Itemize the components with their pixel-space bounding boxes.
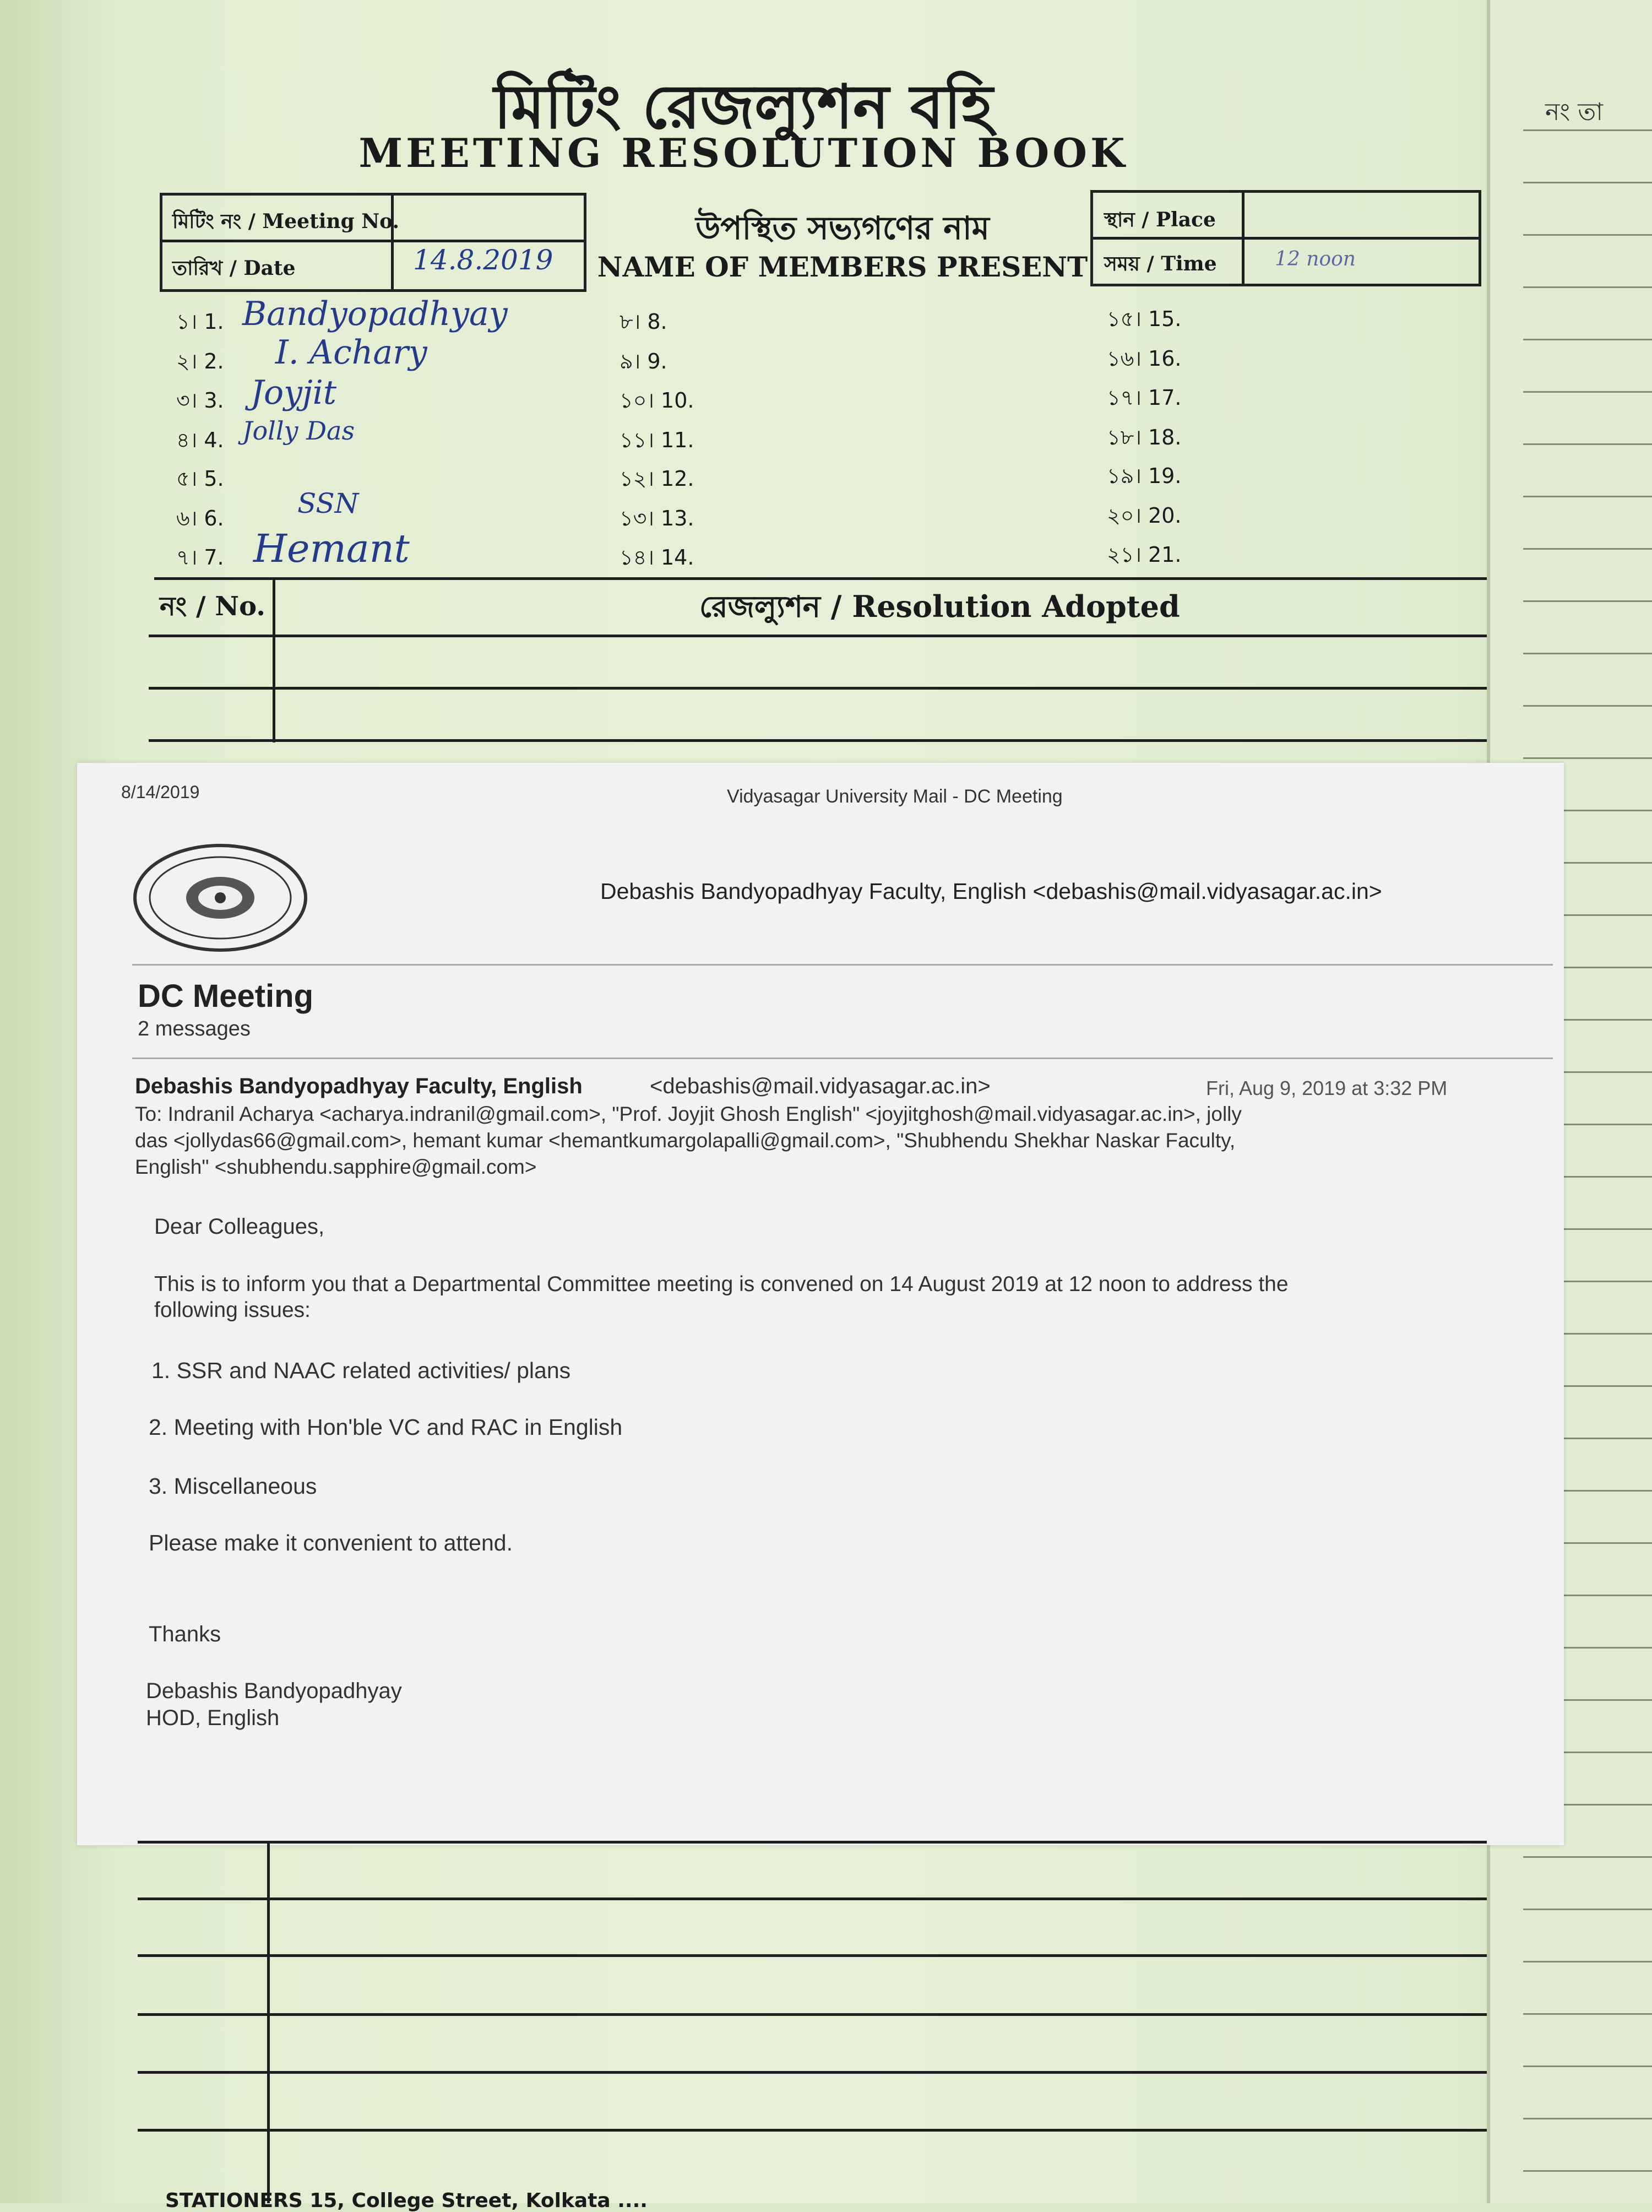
thanks: Thanks bbox=[149, 1622, 221, 1646]
facing-page-rule bbox=[1523, 1961, 1652, 1962]
member-number: ২১। 21. bbox=[1107, 543, 1182, 567]
member-number: ৪। 4. bbox=[176, 428, 224, 452]
place-time-box bbox=[1090, 190, 1481, 286]
member-number: ৬। 6. bbox=[176, 506, 224, 530]
book-title-bengali: মিটিং রেজল্যুশন বহি bbox=[493, 71, 993, 142]
sender-address: <debashis@mail.vidyasagar.ac.in> bbox=[650, 1074, 991, 1098]
facing-page-rule bbox=[1523, 600, 1652, 602]
member-number: ১৬। 16. bbox=[1107, 346, 1182, 371]
member-number: ১০। 10. bbox=[620, 388, 694, 413]
table-rule bbox=[138, 1897, 1487, 1900]
table-rule bbox=[138, 2129, 1487, 2132]
date-label: তারিখ / Date bbox=[172, 257, 296, 280]
member-signature: SSN bbox=[297, 487, 359, 519]
member-number: ১৪। 14. bbox=[620, 545, 694, 570]
signature-name: Debashis Bandyopadhyay bbox=[146, 1679, 402, 1703]
table-column-divider bbox=[273, 577, 275, 742]
table-rule bbox=[149, 635, 1487, 637]
closing-line: Please make it convenient to attend. bbox=[149, 1530, 513, 1555]
agenda-item: 3. Miscellaneous bbox=[149, 1473, 317, 1499]
divider bbox=[132, 1058, 1553, 1059]
signature-title: HOD, English bbox=[146, 1706, 280, 1730]
facing-page-rule bbox=[1523, 496, 1652, 497]
member-number: ৮। 8. bbox=[620, 310, 667, 334]
resolution-number-header: নং / No. bbox=[160, 591, 266, 622]
greeting: Dear Colleagues, bbox=[154, 1215, 325, 1239]
member-number: ৭। 7. bbox=[176, 545, 224, 570]
place-label: স্থান / Place bbox=[1104, 208, 1216, 231]
agenda-item: 1. SSR and NAAC related activities/ plans bbox=[151, 1358, 571, 1383]
member-number: ১৭। 17. bbox=[1107, 386, 1182, 410]
print-date: 8/14/2019 bbox=[121, 782, 200, 802]
sent-timestamp: Fri, Aug 9, 2019 at 3:32 PM bbox=[1206, 1077, 1448, 1099]
member-signature: Jolly Das bbox=[242, 416, 355, 446]
table-rule bbox=[149, 739, 1487, 742]
recipients-line: To: Indranil Acharya <acharya.indranil@gmail.com>, "Prof. Joyjit Ghosh English" <joyjitghosh@mail.vidyasagar.ac.in>, jolly bbox=[135, 1103, 1242, 1125]
facing-page-heading: নং তা bbox=[1545, 98, 1603, 126]
facing-page-rule bbox=[1523, 182, 1652, 183]
facing-page-rule bbox=[1523, 2065, 1652, 2067]
member-signature: Bandyopadhyay bbox=[242, 295, 508, 333]
pasted-email-printout bbox=[77, 763, 1564, 1845]
member-number: ১৮। 18. bbox=[1107, 425, 1182, 449]
facing-page-rule bbox=[1523, 2118, 1652, 2119]
body-text: This is to inform you that a Departmental Committee meeting is convened on 14 August 2019 at 12 noon to address the bbox=[154, 1272, 1289, 1296]
facing-page-rule bbox=[1523, 653, 1652, 654]
facing-page-rule bbox=[1523, 286, 1652, 288]
table-rule bbox=[138, 2071, 1487, 2074]
member-number: ১৯। 19. bbox=[1107, 464, 1182, 488]
member-number: ২০। 20. bbox=[1107, 503, 1182, 528]
agenda-item: 2. Meeting with Hon'ble VC and RAC in English bbox=[149, 1414, 623, 1440]
table-rule bbox=[138, 1954, 1487, 1957]
facing-page-rule bbox=[1523, 2170, 1652, 2172]
facing-page-rule bbox=[1523, 705, 1652, 707]
date-value: 14.8.2019 bbox=[413, 244, 553, 276]
recipients-line: das <jollydas66@gmail.com>, hemant kumar <hemantkumargolapalli@gmail.com>, "Shubhendu Shekhar Naskar Faculty, bbox=[135, 1129, 1236, 1152]
member-number: ১। 1. bbox=[176, 310, 224, 334]
account-header: Debashis Bandyopadhyay Faculty, English <debashis@mail.vidyasagar.ac.in> bbox=[600, 879, 1382, 904]
member-number: ৫। 5. bbox=[176, 467, 224, 491]
facing-page-rule bbox=[1523, 548, 1652, 550]
member-number: ১১। 11. bbox=[620, 428, 694, 452]
facing-page-rule bbox=[1523, 391, 1652, 393]
time-value: 12 noon bbox=[1275, 248, 1356, 270]
divider bbox=[132, 964, 1553, 966]
time-label: সময় / Time bbox=[1104, 252, 1217, 275]
members-heading-bengali: উপস্থিত সভ্যগণের নাম bbox=[695, 209, 990, 247]
printer-imprint: STATIONERS 15, College Street, Kolkata .... bbox=[165, 2189, 648, 2212]
print-title: Vidyasagar University Mail - DC Meeting bbox=[727, 786, 1063, 807]
facing-page-rule bbox=[1523, 443, 1652, 445]
sender-name: Debashis Bandyopadhyay Faculty, English bbox=[135, 1074, 583, 1098]
member-number: ২। 2. bbox=[176, 349, 224, 373]
facing-page-rule bbox=[1523, 234, 1652, 236]
member-signature: Joyjit bbox=[251, 373, 336, 412]
facing-page-rule bbox=[1523, 129, 1652, 131]
resolution-header: রেজল্যুশন / Resolution Adopted bbox=[699, 589, 1180, 624]
meeting-info-box bbox=[160, 193, 586, 292]
message-count: 2 messages bbox=[138, 1017, 251, 1040]
facing-page-rule bbox=[1523, 1856, 1652, 1858]
member-number: ১৫। 15. bbox=[1107, 307, 1182, 331]
recipients-line: English" <shubhendu.sapphire@gmail.com> bbox=[135, 1156, 537, 1178]
member-number: ১৩। 13. bbox=[620, 506, 694, 530]
member-number: ৯। 9. bbox=[620, 349, 667, 373]
table-column-divider bbox=[267, 1842, 270, 2203]
table-rule bbox=[138, 1841, 1487, 1844]
member-signature: Hemant bbox=[253, 526, 410, 571]
book-title-english: MEETING RESOLUTION BOOK bbox=[358, 129, 1128, 176]
email-subject: DC Meeting bbox=[138, 978, 313, 1014]
member-signature: I. Achary bbox=[275, 333, 427, 372]
member-number: ৩। 3. bbox=[176, 388, 224, 413]
table-rule bbox=[149, 687, 1487, 690]
table-rule bbox=[138, 2013, 1487, 2016]
facing-page-rule bbox=[1523, 339, 1652, 340]
body-text: following issues: bbox=[154, 1298, 311, 1322]
facing-page-rule bbox=[1523, 2013, 1652, 2015]
member-number: ১২। 12. bbox=[620, 467, 694, 491]
meeting-no-label: মিটিং নং / Meeting No. bbox=[172, 210, 400, 233]
table-rule bbox=[154, 577, 1487, 580]
facing-page-rule bbox=[1523, 757, 1652, 759]
university-seal-logo bbox=[132, 843, 308, 953]
members-heading-english: NAME OF MEMBERS PRESENT bbox=[597, 251, 1088, 283]
facing-page-rule bbox=[1523, 1909, 1652, 1910]
